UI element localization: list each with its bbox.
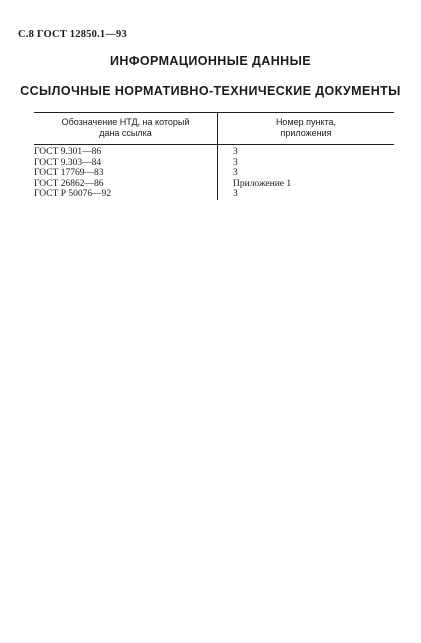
clause-number: 3 — [233, 147, 238, 157]
column-header-document-line-2: дана ссылка — [99, 128, 152, 138]
clause-number: Приложение 1 — [233, 178, 292, 189]
column-header-document — [34, 117, 217, 139]
table-top-rule — [34, 112, 394, 113]
table-row — [34, 147, 394, 158]
document-reference: ГОСТ 9.301—86 — [34, 147, 102, 157]
document-reference: ГОСТ Р 50076—92 — [34, 189, 112, 200]
column-header-clause-line-2: приложения — [280, 128, 332, 138]
table-header-rule — [34, 144, 394, 145]
section-title-reference-documents: ССЫЛОЧНЫЕ НОРМАТИВНО-ТЕХНИЧЕСКИЕ ДОКУМЕНТЫ — [20, 84, 401, 98]
clause-number: 3 — [233, 189, 238, 200]
clause-number: 3 — [233, 168, 238, 179]
document-reference: ГОСТ 9.303—84 — [34, 157, 102, 168]
document-reference: ГОСТ 17769—83 — [34, 168, 104, 179]
column-header-clause — [218, 117, 394, 139]
table-body — [34, 147, 394, 200]
document-reference: ГОСТ 26862—86 — [34, 178, 104, 189]
table-row — [34, 179, 394, 190]
page-header: С.8 ГОСТ 12850.1—93 — [18, 29, 127, 40]
table-row — [34, 189, 394, 200]
table-row — [34, 158, 394, 169]
section-title-info: ИНФОРМАЦИОННЫЕ ДАННЫЕ — [110, 54, 311, 68]
clause-number: 3 — [233, 157, 238, 168]
column-header-document-line-1: Обозначение НТД, на который — [61, 117, 190, 127]
table-row — [34, 168, 394, 179]
column-header-clause-line-1: Номер пункта, — [275, 117, 337, 127]
